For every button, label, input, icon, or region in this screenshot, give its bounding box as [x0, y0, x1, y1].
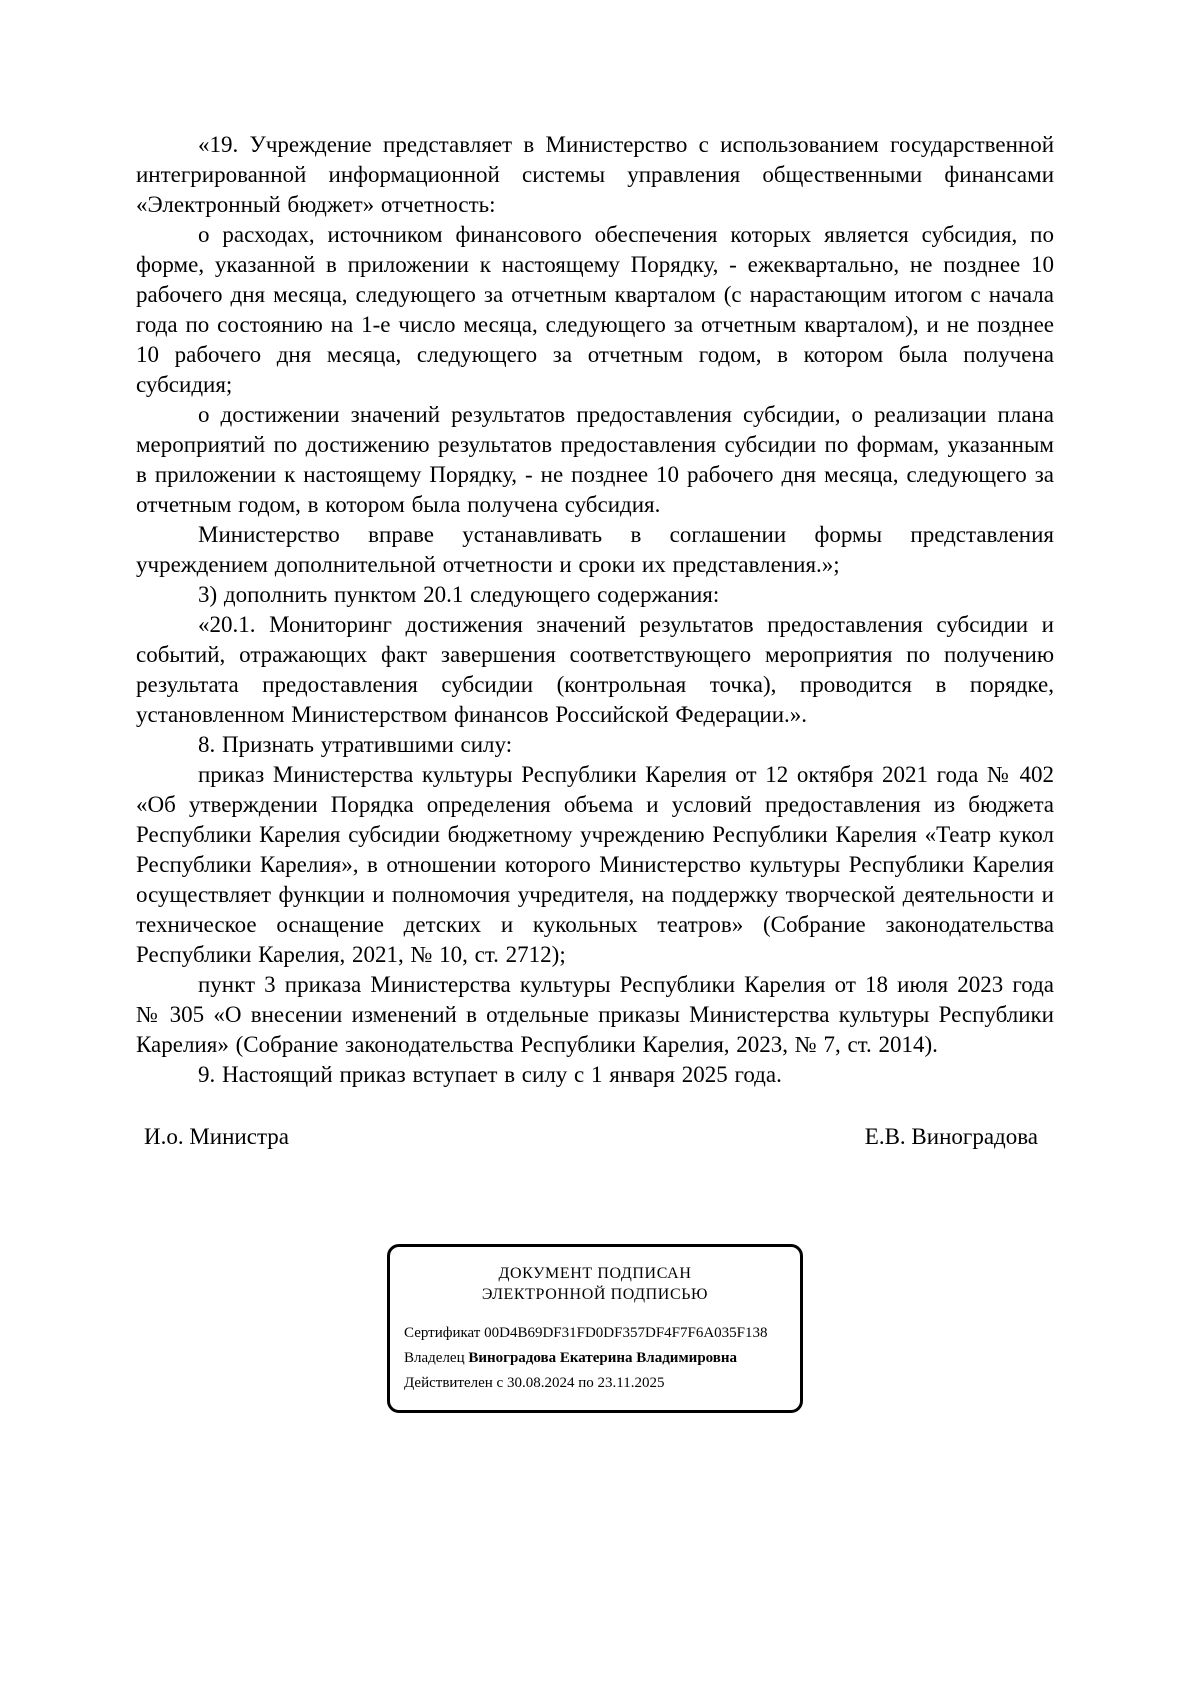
stamp-validity-label: Действителен с	[404, 1375, 504, 1391]
stamp-title-line2: ЭЛЕКТРОННОЙ ПОДПИСЬЮ	[481, 1286, 709, 1303]
paragraph-20-1-monitoring: «20.1. Мониторинг достижения значений результатов предоставления субсидии и событий, отражающих факт завершения соответствующего мероприятия по получению результата предоставления субсидии (контрольная точка), проводится в порядке, установленном Министерством финансов Российской Федерации.».	[136, 612, 1054, 727]
signature-position: И.о. Министра	[144, 1124, 289, 1149]
stamp-owner-label: Владелец	[404, 1350, 465, 1366]
paragraph-item-9-effective-date: 9. Настоящий приказ вступает в силу с 1 января 2025 года.	[198, 1062, 782, 1087]
stamp-title	[404, 1263, 786, 1305]
electronic-signature-stamp	[387, 1244, 803, 1413]
paragraph-order-305: пункт 3 приказа Министерства культуры Республики Карелия от 18 июля 2023 года № 305 «О внесении изменений в отдельные приказы Министерства культуры Республики Карелия» (Собрание законодательства Республики Карелия, 2023, № 7, ст. 2014).	[136, 972, 1054, 1057]
stamp-details	[404, 1321, 786, 1396]
paragraph-expenses-report: о расходах, источником финансового обеспечения которых является субсидия, по форме, указанной в приложении к настоящему Порядку, - ежеквартально, не позднее 10 рабочего дня месяца, следующего за отчетным кварталом (с нарастающим итогом с начала года по состоянию на 1-е число месяца, следующего за отчетным кварталом), и не позднее 10 рабочего дня месяца, следующего за отчетным годом, в котором была получена субсидия;	[136, 222, 1054, 397]
stamp-certificate-line	[404, 1321, 786, 1346]
paragraph-order-402: приказ Министерства культуры Республики Карелия от 12 октября 2021 года № 402 «Об утверждении Порядка определения объема и условий предоставления из бюджета Республики Карелия субсидии бюджетному учреждению Республики Карелия «Театр кукол Республики Карелия», в отношении которого Министерство культуры Республики Карелия осуществляет функции и полномочия учредителя, на поддержку творческой деятельности и техническое оснащение детских и кукольных театров» (Собрание законодательства Республики Карелия, 2021, № 10, ст. 2712);	[136, 762, 1054, 967]
stamp-validity-to: 23.11.2025	[597, 1375, 665, 1391]
stamp-validity-from: 30.08.2024	[506, 1375, 575, 1391]
stamp-certificate-label: Сертификат	[404, 1325, 481, 1341]
paragraph-19-intro: «19. Учреждение представляет в Министерство с использованием государственной интегрированной информационной системы управления общественными финансами «Электронный бюджет» отчетность:	[136, 132, 1054, 217]
stamp-owner-line	[404, 1346, 786, 1371]
signature-row	[136, 1122, 1054, 1152]
stamp-validity-to-label: по	[578, 1375, 594, 1391]
stamp-validity-line	[404, 1371, 786, 1396]
stamp-certificate-value: 00D4B69DF31FD0DF357DF4F7F6A035F138	[484, 1325, 768, 1341]
paragraph-item-3: 3) дополнить пунктом 20.1 следующего содержания:	[198, 582, 720, 607]
paragraph-ministry-right: Министерство вправе устанавливать в соглашении формы представления учреждением дополнительной отчетности и сроки их представления.»;	[136, 522, 1054, 577]
stamp-title-line1: ДОКУМЕНТ ПОДПИСАН	[498, 1265, 692, 1282]
stamp-owner-name: Виноградова Екатерина Владимировна	[468, 1350, 738, 1366]
paragraph-item-8: 8. Признать утратившими силу:	[198, 732, 513, 757]
document-body	[136, 130, 1054, 1090]
signature-name: Е.В. Виноградова	[864, 1124, 1038, 1149]
paragraph-results-report: о достижении значений результатов предоставления субсидии, о реализации плана мероприятий по достижению результатов предоставления субсидии по формам, указанным в приложении к настоящему Порядку, - не позднее 10 рабочего дня месяца, следующего за отчетным годом, в котором была получена субсидия.	[136, 402, 1054, 517]
